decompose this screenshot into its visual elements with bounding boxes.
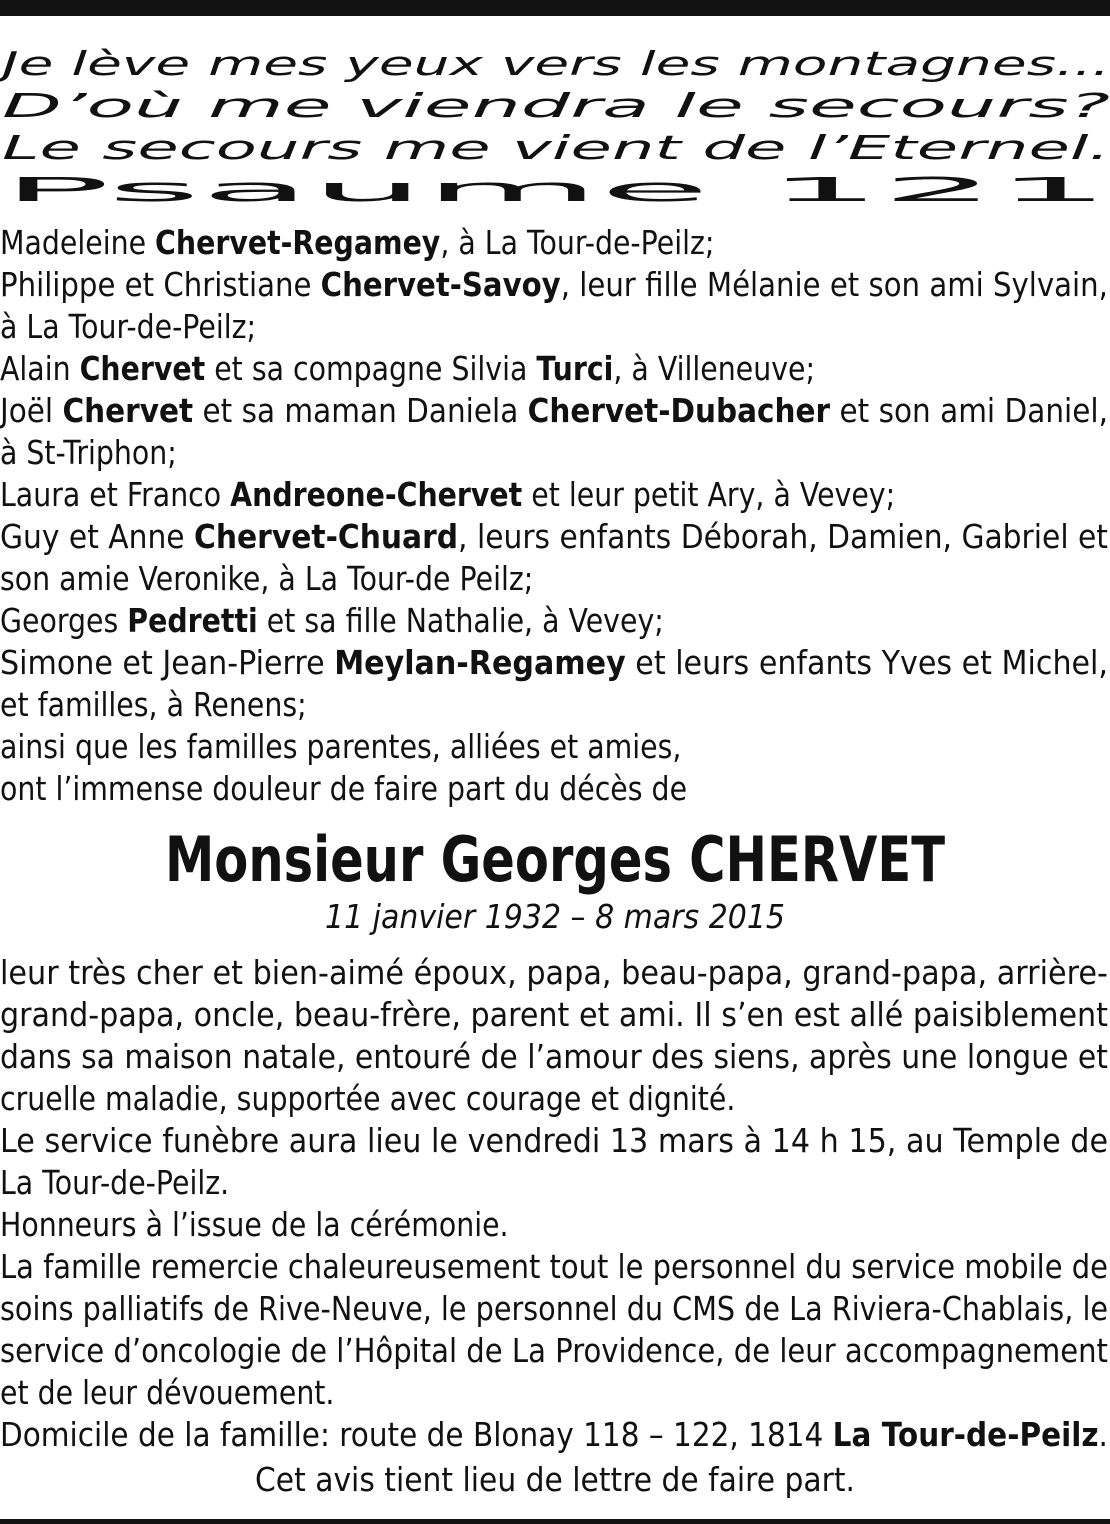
body-line	[0, 1162, 955, 1204]
family-line	[0, 306, 955, 348]
text-run: Simone et Jean-Pierre	[0, 643, 335, 682]
text-run: , à La Tour-de-Peilz;	[440, 223, 715, 262]
body-line	[0, 1330, 1108, 1372]
bold-name: Meylan-Regamey	[334, 643, 626, 682]
bottom-rule	[0, 1519, 1110, 1524]
body-line	[0, 952, 1108, 994]
body-line	[0, 1246, 1108, 1288]
text-run: , leurs enfants Déborah, Damien, Gabriel et	[458, 517, 1108, 556]
bold-name: Turci	[536, 349, 614, 388]
body-line	[0, 1288, 1109, 1330]
text-run: Alain	[0, 349, 80, 388]
bold-name: Andreone-Chervet	[230, 475, 523, 514]
family-line	[0, 600, 955, 642]
body-line	[0, 1372, 955, 1414]
text-run: grand-papa, oncle, beau-frère, parent et ami. Il s’en est allé paisiblement	[0, 995, 1108, 1034]
family-line	[0, 684, 955, 726]
family-line	[0, 558, 955, 600]
closing-note: Cet avis tient lieu de lettre de faire part.	[255, 1460, 855, 1499]
text-run: son amie Veronike, à La Tour-de Peilz;	[0, 559, 534, 598]
text-run: ont l’immense douleur de faire part du décès de	[0, 769, 688, 808]
bold-name: Chervet-Regamey	[155, 223, 441, 262]
text-run: Philippe et Christiane	[0, 265, 321, 304]
text-run: , leur fille Mélanie et son ami Sylvain,	[560, 265, 1108, 304]
body-line	[0, 994, 1108, 1036]
text-run: et sa maman Daniela	[193, 391, 528, 430]
epigraph-line: D’où me viendra le secours?	[2, 86, 1110, 125]
family-line	[0, 474, 955, 516]
body-line	[0, 1078, 955, 1120]
text-run: Georges	[0, 601, 128, 640]
bold-name: Pedretti	[127, 601, 258, 640]
text-run: Joël	[0, 391, 63, 430]
text-run: La Tour-de-Peilz.	[0, 1163, 230, 1202]
bold-name: Chervet	[79, 349, 206, 388]
bold-name: La Tour-de-Peilz	[832, 1415, 1099, 1454]
text-run: cruelle maladie, supportée avec courage et dignité.	[0, 1079, 736, 1118]
text-run: et familles, à Renens;	[0, 685, 307, 724]
family-line	[0, 642, 1108, 684]
body-line	[0, 1204, 955, 1246]
body-line	[0, 1414, 1108, 1456]
text-run: ainsi que les familles parentes, alliées et amies,	[0, 727, 682, 766]
family-line	[0, 390, 1108, 432]
family-line	[0, 768, 955, 810]
text-run: dans sa maison natale, entouré de l’amour des siens, après une longue et	[0, 1037, 1108, 1076]
text-run: service d’oncologie de l’Hôpital de La Providence, de leur accompagnement	[0, 1331, 1108, 1370]
text-run: et leurs enfants Yves et Michel,	[625, 643, 1108, 682]
text-run: Guy et Anne	[0, 517, 195, 556]
text-run: Domicile de la famille: route de Blonay 118 – 122, 1814	[0, 1415, 833, 1454]
family-line	[0, 348, 955, 390]
body-line	[0, 1120, 1109, 1162]
text-run: Honneurs à l’issue de la cérémonie.	[0, 1205, 509, 1244]
text-run: et leur petit Ary, à Vevey;	[522, 475, 896, 514]
text-run: Madeleine	[0, 223, 156, 262]
epigraph-line: Je lève mes yeux vers les montagnes...	[2, 44, 1110, 83]
bold-name: Chervet-Savoy	[320, 265, 561, 304]
bold-name: Chervet	[62, 391, 194, 430]
bold-name: Chervet-Dubacher	[527, 391, 831, 430]
top-rule	[0, 0, 1110, 16]
epigraph-source: Psaume 121	[2, 170, 1110, 209]
bold-name: Chervet-Chuard	[194, 517, 459, 556]
text-run: soins palliatifs de Rive-Neuve, le personnel du CMS de La Riviera-Chablais, le	[0, 1289, 1109, 1328]
text-run: et de leur dévouement.	[0, 1373, 335, 1412]
deceased-name: Monsieur Georges CHERVET	[165, 823, 945, 896]
text-run: Le service funèbre aura lieu le vendredi 13 mars à 14 h 15, au Temple de	[0, 1121, 1109, 1160]
text-run: à La Tour-de-Peilz;	[0, 307, 257, 346]
text-run: leur très cher et bien-aimé époux, papa, beau-papa, grand-papa, arrière-	[0, 953, 1108, 992]
family-line	[0, 222, 955, 264]
text-run: .	[1098, 1415, 1108, 1454]
family-line	[0, 516, 1108, 558]
text-run: à St-Triphon;	[0, 433, 177, 472]
text-run: et sa fille Nathalie, à Vevey;	[257, 601, 664, 640]
family-line	[0, 726, 955, 768]
text-run: La famille remercie chaleureusement tout le personnel du service mobile de	[0, 1247, 1108, 1286]
text-run: et son ami Daniel,	[830, 391, 1108, 430]
life-dates: 11 janvier 1932 – 8 mars 2015	[324, 897, 786, 936]
family-line	[0, 432, 955, 474]
family-line	[0, 264, 1108, 306]
text-run: et sa compagne Silvia	[205, 349, 537, 388]
epigraph-line: Le secours me vient de l’Eternel.	[2, 128, 1110, 167]
text-run: , à Villeneuve;	[613, 349, 816, 388]
body-line	[0, 1036, 1108, 1078]
text-run: Laura et Franco	[0, 475, 231, 514]
